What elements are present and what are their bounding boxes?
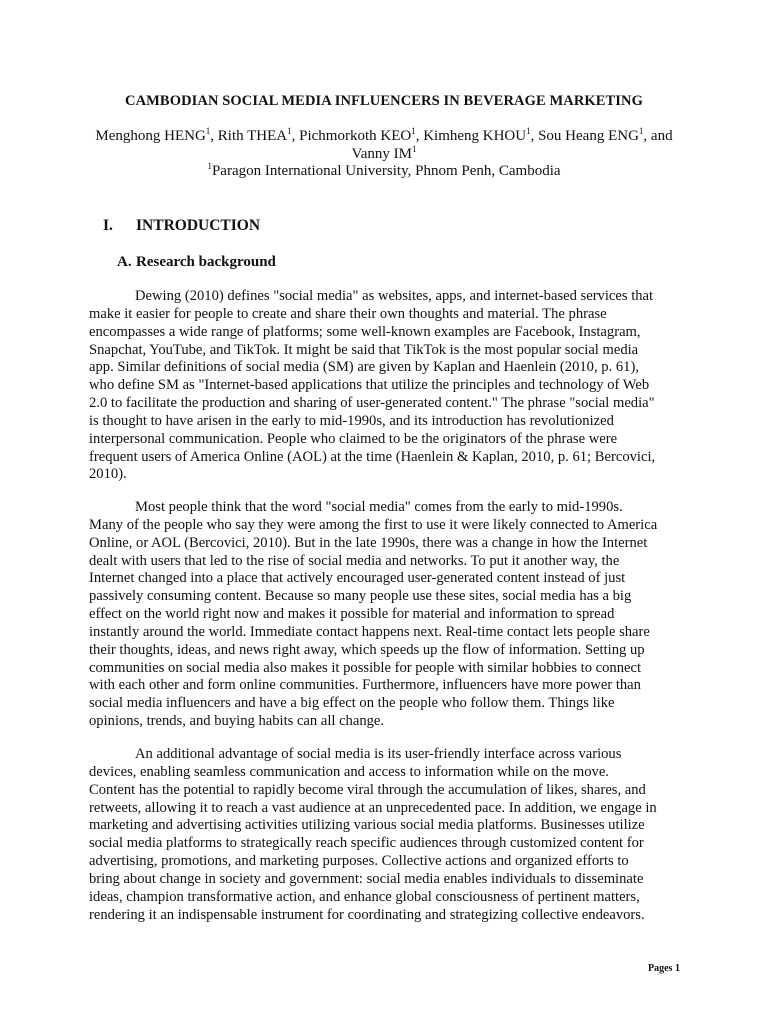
text-line: social media influencers and have a big effect on the people who follow them. Things like [89,695,615,712]
author-name: , and Vanny IM [351,128,673,162]
text-line: Internet changed into a place that actively encouraged user-generated content instead of just [89,570,626,587]
affiliation [0,163,768,180]
affiliation-marker: 1 [207,161,212,171]
affiliation-marker: 1 [287,126,292,136]
affiliation-text: Paragon International University, Phnom Penh, Cambodia [211,163,561,179]
paper-title: CAMBODIAN SOCIAL MEDIA INFLUENCERS IN BEVERAGE MARKETING [125,93,643,109]
text-line: 2010). [89,466,127,483]
affiliation-marker: 1 [526,126,531,136]
page-number: Pages 1 [648,963,680,974]
paragraph-2 [89,499,679,731]
text-line: Many of the people who say they were among the first to use it were likely connected to America [89,516,658,533]
text-line: rendering it an indispensable instrument for coordinating and strategizing collective endeavors. [89,906,645,923]
text-line: communities on social media also makes it possible for people with similar hobbies to connect [89,659,642,676]
text-line: app. Similar definitions of social media (SM) are given by Kaplan and Haenlein (2010, p. 61), [89,359,639,376]
text-line: instantly around the world. Immediate contact happens next. Real-time contact lets people share [89,623,650,640]
text-line: Dewing (2010) defines "social media" as websites, apps, and internet-based services that [135,288,654,304]
text-line: with each other and form online communities. Furthermore, influencers have more power than [89,677,641,694]
paragraph-3 [89,746,679,924]
affiliation-marker: 1 [205,126,211,136]
paragraph-1 [89,288,679,484]
text-line: bring about change in society and government: social media enables individuals to disseminate [89,870,644,887]
text-line: passively consuming content. Because so many people use these sites, social media has a big [89,588,632,605]
text-line: interpersonal communication. People who claimed to be the originators of the phrase were [89,430,618,447]
text-line: retweets, allowing it to reach a vast audience at an unprecedented pace. In addition, we engage in [89,799,657,816]
text-line: ideas, champion transformative action, and enhance global consciousness of pertinent matters, [89,888,640,905]
text-line: 2.0 to facilitate the production and sharing of user-generated content." The phrase "social media" [89,395,655,412]
text-line: social media platforms to strategically reach specific audiences through customized content for [89,835,644,852]
text-line: who define SM as "Internet-based applications that utilize the principles and technology of Web [89,377,650,394]
text-line: marketing and advertising activities utilizing various social media platforms. Businesses utilize [89,817,645,834]
subsection-number: A. [117,254,132,270]
text-line: opinions, trends, and buying habits can all change. [89,713,385,730]
text-line: Snapchat, YouTube, and TikTok. It might be said that TikTok is the most popular social media [89,341,639,358]
text-line: Online, or AOL (Bercovici, 2010). But in the late 1990s, there was a change in how the Internet [89,534,648,551]
author-name: , Rith THEA [210,128,288,144]
section-heading: INTRODUCTION [136,217,261,234]
text-line: frequent users of America Online (AOL) at the time (Haenlein & Kaplan, 2010, p. 61; Bercovici, [89,448,656,465]
author-name: , Kimheng KHOU [415,128,527,144]
author-list [88,128,680,163]
text-line: Most people think that the word "social media" comes from the early to mid-1990s. [135,499,623,515]
text-line: devices, enabling seamless communication and access to information while on the move. [89,763,609,780]
text-line: effect on the world right now and makes it possible for material and information to spread [89,606,615,623]
affiliation-marker: 1 [411,126,416,136]
author-name: , Pichmorkoth KEO [291,128,412,144]
text-line: encompasses a wide range of platforms; some well-known examples are Facebook, Instagram, [89,323,641,340]
section-number: I. [103,217,113,234]
affiliation-marker: 1 [638,126,644,136]
text-line: their thoughts, ideas, and news right away, which speeds up the flow of information. Setting up [89,641,645,658]
text-line: dealt with users that led to the rise of social media and networks. To put it another way, the [89,552,620,569]
author-name: Menghong HENG [95,128,206,144]
text-line: An additional advantage of social media is its user-friendly interface across various [135,746,622,762]
text-line: make it easier for people to create and share their own thoughts and material. The phrase [89,305,607,322]
subsection-heading: Research background [136,254,276,270]
text-line: advertising, promotions, and marketing purposes. Collective actions and organized efforts to [89,853,629,870]
text-line: Content has the potential to rapidly become viral through the accumulation of likes, shares, and [89,781,646,798]
text-line: is thought to have arisen in the early to mid-1990s, and its introduction has revolutionized [89,412,614,429]
author-name: , Sou Heang ENG [530,128,639,144]
affiliation-marker: 1 [411,143,417,154]
